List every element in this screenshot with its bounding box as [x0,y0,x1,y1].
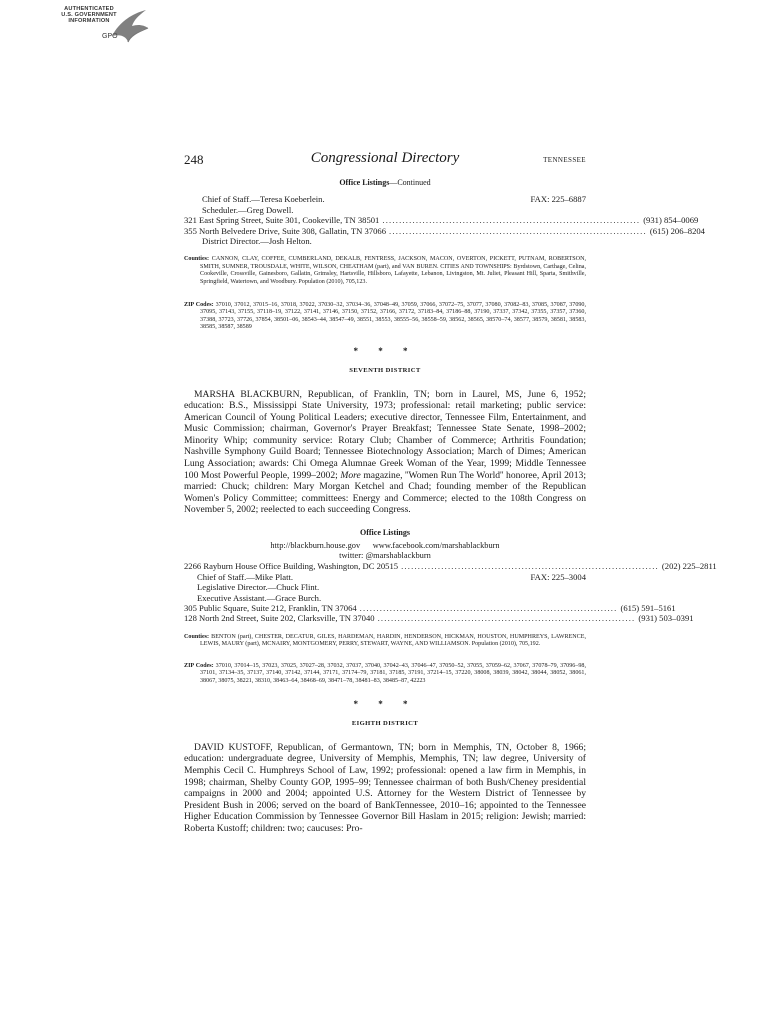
office-row-value: (202) 225–2811 [661,561,717,572]
seal-line-2: U.S. GOVERNMENT [61,12,117,19]
office-row-value: (615) 206–8204 [649,225,705,236]
office-row [184,572,586,582]
counties-text: BENTON (part), CHESTER, DECATUR, GILES, HARDEMAN, HARDIN, HENDERSON, HICKMAN, HOUSTON, HUMPHREYS, LAWRENCE, LEWIS, MAURY (part), MCNAIRY, MONTGOMERY, PERRY, STEWART, WAYNE, AND WILLIAMSON. Population (2010), 705,192. [200,633,586,648]
zip-codes-paragraph [184,302,586,332]
district-heading: SEVENTH DISTRICT [349,367,421,375]
leader-dots: ............................................................................. [382,215,641,226]
state-label: TENNESSEE [543,156,586,164]
zip-codes-paragraph [184,663,586,685]
counties-text: CANNON, CLAY, COFFEE, CUMBERLAND, DEKALB, FENTRESS, JACKSON, MACON, OVERTON, PICKETT, PUTNAM, ROBERTSON, SMITH, SUMNER, TROUSDALE, WHITE, WILSON, CHEATHAM (part), and VAN BUREN. CITIES AND TOWNSHIPS: Byrdstown, Carthage, Celina, Cookeville, Crossville, Gainesboro, Gallatin, Grimsley, Hartsville, Hillsboro, Lafayette, Lebanon, Livingston, Mt. Juliet, Pleasant Hill, Sparta, Smithville, Springfield, Watertown, and Woodbury. Population (2010), 705,123. [200,256,586,285]
office-row [184,205,586,215]
member-biography: DAVID KUSTOFF, Republican, of Germantown, TN; born in Memphis, TN, October 8, 1966; education: undergraduate degree, University of Memphis, Memphis, TN; law degree, University of Memphis Cecil C. Humphreys School of Law, 1992; professional: opened a law firm in Memphis, in 1998; chairman, Shelby County GOP, 1995–99; Tennessee chairman of both Bush/Cheney presidential campaigns in 2000 and 2004; appointed U.S. Attorney for the Western District of Tennessee by President Bush in 2006; served on the board of BankTennessee, 2010–16; appointed to the Tennessee Higher Education Commission by Tennessee Governor Bill Haslam in 2015; religion: Jewish; married: Roberta Kustoff; children: two; caucuses: Pro- [184,741,586,834]
member-biography [184,389,586,517]
office-listings-continued-heading [184,178,586,188]
section-divider-stars: * * * [353,345,417,356]
office-row-label: 355 North Belvedere Drive, Suite 308, Gallatin, TN 37066 [184,225,386,236]
bio-text-part: magazine, ''Women Run The World'' honoree, April 2013; married: Chuck; children: Mary Morgan Ketchel and Chad; founding member of the Republican Women's Policy Committee; committees: Energy and Commerce; elected to the 108th Congress on November 5, 2002; reelected to each succeeding Congress. [184,469,586,516]
counties-label: Counties: [184,633,210,640]
counties-paragraph [184,634,586,649]
office-row [184,561,717,572]
office-row-value: (931) 503–0391 [638,613,694,624]
web-links [184,541,586,551]
office-row [184,194,586,204]
office-row [184,613,694,624]
office-row-label: 321 East Spring Street, Suite 301, Cookeville, TN 38501 [184,215,380,226]
section-divider-stars: * * * [353,698,417,709]
leader-dots: ............................................................................. [359,603,618,614]
office-row [184,225,705,236]
leader-dots: ............................................................................. [389,225,647,236]
office-row-label: Chief of Staff.—Teresa Koeberlein. [202,194,325,205]
eagle-icon [108,6,152,46]
office-row-label: Scheduler.—Greg Dowell. [202,204,294,215]
office-row-label: District Director.—Josh Helton. [202,236,312,247]
website-link[interactable]: http://blackburn.house.gov [270,541,361,551]
leader-dots: ............................................................................. [377,613,636,624]
office-row [184,215,699,226]
gpo-authentication-seal [58,6,154,50]
office-listings-heading: Office Listings [360,528,410,538]
office-row [184,593,586,603]
office-row-label: 2266 Rayburn House Office Building, Washington, DC 20515 [184,561,399,572]
continued-label: —Continued [389,178,431,187]
district-heading: EIGHTH DISTRICT [351,720,419,728]
zip-codes-label: ZIP Codes: [184,302,214,309]
office-row [184,236,586,246]
twitter-handle[interactable]: twitter: @marshablackburn [339,551,431,561]
page-content [184,178,717,834]
bio-italic-text: More [340,469,361,481]
zip-codes-text: 37010, 37014–15, 37023, 37025, 37027–28, 37032, 37037, 37040, 37042–43, 37046–47, 37050–52, 37055, 37059–62, 37067, 37078–79, 37096–98, 37101, 37134–35, 37137, 37140, 37142, 37144, 37171, 37174–79, 37181, 37185, 37191, 37214–15, 37220, 38008, 38039, 38042, 38044, 38052, 38061, 38067, 38075, 38221, 38310, 38463–64, 38468–69, 38471–78, 38481–83, 38485–87, 42223 [200,662,586,684]
office-row-label: Executive Assistant.—Grace Burch. [197,592,322,603]
office-row [184,603,676,614]
office-row [184,582,586,592]
running-title: Congressional Directory [310,150,460,166]
office-row-label: Chief of Staff.—Mike Platt. [197,571,294,582]
page-header [184,150,586,170]
facebook-link[interactable]: www.facebook.com/marshablackburn [372,541,500,551]
bio-text-part: MARSHA BLACKBURN, Republican, of Franklin, TN; born in Laurel, MS, June 6, 1952; education: B.S., Mississippi State University, 1973; professional: retail marketing; public service: American Council of Young Political Leaders; executive director, Tennessee Film, Entertainment, and Music Commission; chairman, Governor's Prayer Breakfast; Tennessee State Senate, 1998–2002; Minority Whip; community service: Rotary Club; Chamber of Commerce; Arthritis Foundation; Nashville Symphony Guild Board; Tennessee Biotechnology Association; March of Dimes; American Lung Association; awards: Chi Omega Alumnae Greek Woman of the Year, 1999; Middle Tennessee 100 Most Powerful People, 1999–2002; [184,388,586,481]
seal-line-3: INFORMATION [68,18,110,25]
office-listings-heading: Office Listings [339,178,390,187]
counties-label: Counties: [184,256,210,263]
office-row-label: 305 Public Square, Suite 212, Franklin, TN 37064 [184,603,357,614]
office-row-value: (615) 591–5161 [620,603,676,614]
seal-gpo-text: GPO [102,33,118,40]
office-row-label: Legislative Director.—Chuck Flint. [197,582,320,593]
page-number: 248 [184,152,204,167]
zip-codes-label: ZIP Codes: [184,662,214,669]
office-row-label: 128 North 2nd Street, Suite 202, Clarksville, TN 37040 [184,613,375,624]
office-row-value: (931) 854–0069 [643,215,699,226]
seal-line-1: AUTHENTICATED [64,6,114,12]
office-row-value: FAX: 225–6887 [530,194,586,205]
counties-paragraph [184,256,586,286]
leader-dots: ............................................................................. [401,561,659,572]
office-row-value: FAX: 225–3004 [530,571,586,582]
zip-codes-text: 37010, 37012, 37015–16, 37018, 37022, 37030–32, 37034–36, 37048–49, 37059, 37066, 37072–75, 37077, 37080, 37082–83, 37085, 37087, 37090, 37095, 37143, 37155, 37118–19, 37122, 37141, 37146, 37150, 37152, 37166, 37172, 37183–84, 37186–88, 37190, 37337, 37342, 37355, 37357, 37360, 37388, 37723, 37726, 37854, 38501–06, 38543–44, 38547–49, 38551, 38553, 38555–56, 38558–59, 38562, 38565, 38570–74, 38577, 38579, 38581, 38583, 38585, 38587, 38589 [200,302,586,331]
